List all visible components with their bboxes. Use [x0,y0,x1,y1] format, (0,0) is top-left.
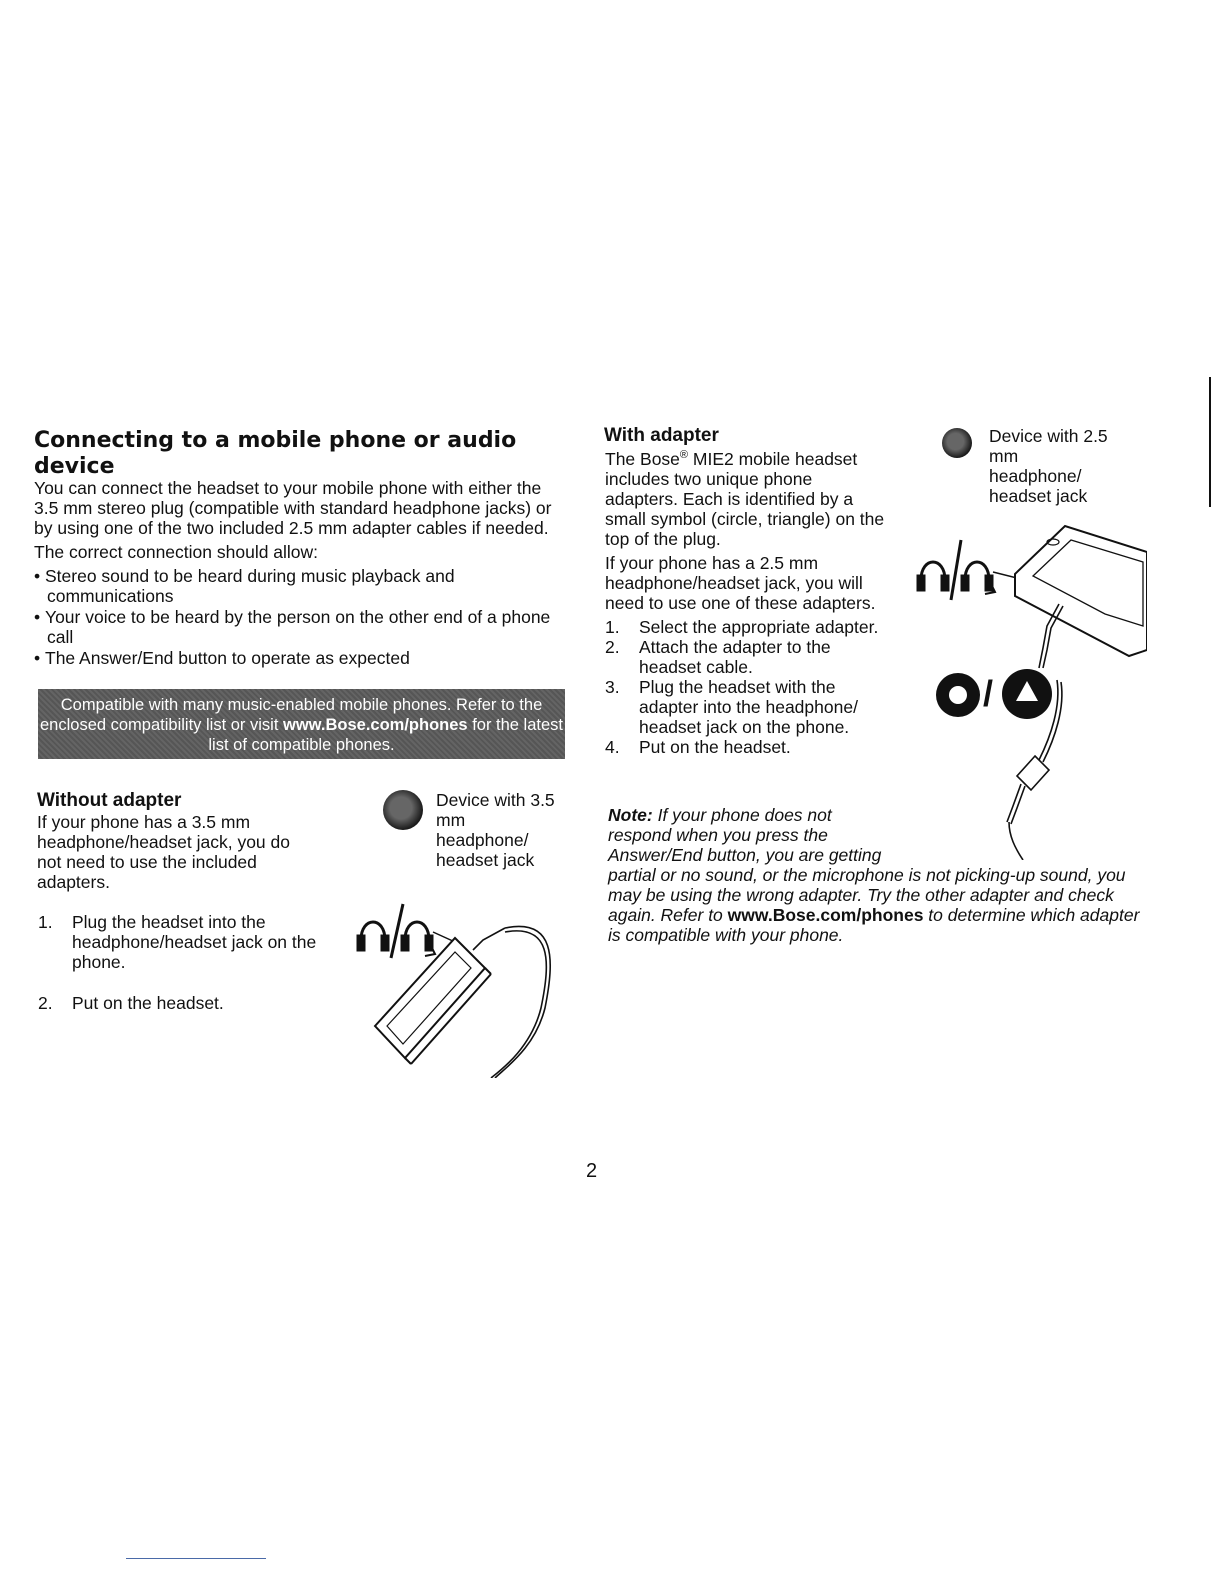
adapter-condition: If your phone has a 2.5 mm headphone/headset jack, you will need to use one of these adapters. [605,552,876,613]
allow-list [34,566,564,668]
page-title: Connecting to a mobile phone or audio device [34,428,517,479]
adapter-intro-a: The Bose [605,448,680,469]
note-link[interactable]: www.Bose.com/phones [727,905,924,925]
list-item: • Stereo sound to be heard during music playback and communications [34,566,564,606]
registered-mark: ® [679,449,689,461]
device-2-5mm-label: Device with 2.5 mm headphone/ headset jack [989,426,1108,506]
step-text: Attach the adapter to the headset cable. [639,636,831,677]
compatibility-banner [38,689,565,759]
step-number: 1. [38,912,53,932]
step-text: Plug the headset with the adapter into the headphone/ headset jack on the phone. [639,676,858,737]
edge-rule [1209,377,1211,507]
list-item: • Your voice to be heard by the person on the other end of a phone call [34,607,564,647]
step-text: Plug the headset into the headphone/headset jack on the phone. [72,912,317,972]
cable [473,926,550,1078]
intro-text: You can connect the headset to your mobile phone with either the 3.5 mm stereo plug (compatible with standard headphone jacks) or by using one of the two included 2.5 mm adapter cables if needed. [34,478,552,538]
with-adapter-steps [605,617,890,757]
note-text: If your phone does not respond when you press the Answer/End button, you are getting partial or no sound, or the microphone is not picking-up sound, you may be using the wrong adapter. Try the other adapter and check again. Refer to [608,805,1126,925]
banner-link[interactable]: www.Bose.com/phones [283,716,468,734]
step-text: Select the appropriate adapter. [639,616,879,637]
list-item [38,912,328,972]
device-3-5mm-label: Device with 3.5 mm headphone/ headset jack [436,790,555,870]
list-item [605,677,890,737]
banner-text: Compatible with many music-enabled mobile phones. Refer to the enclosed compatibility list or visit [40,696,543,734]
footer-rule [126,1558,266,1559]
adapter-intro [605,445,890,549]
intro-section [34,478,564,669]
symbol-separator: / [983,673,994,714]
device-dot-icon [942,428,972,458]
headphone-icon [358,904,435,958]
step-number: 3. [605,676,620,697]
page-number: 2 [586,1160,598,1182]
with-adapter-body [605,445,890,757]
allow-lead: The correct connection should allow: [34,542,319,562]
note-text-end: to determine which adapter is compatible with your phone. [608,905,1140,945]
device-dot-icon [383,790,423,830]
list-item: • The Answer/End button to operate as expected [34,648,564,668]
list-item [605,637,890,677]
banner-text-end: for the latest list of compatible phones. [208,716,563,754]
note-block [608,805,1148,945]
step-number: 4. [605,736,620,757]
list-item [605,737,890,757]
step-number: 1. [605,616,620,637]
without-adapter-body: If your phone has a 3.5 mm headphone/headset jack, you do not need to use the included adapters. [37,812,290,892]
note-label: Note: [608,805,653,825]
step-number: 2. [38,993,53,1013]
list-item [38,993,328,1013]
phone-body [1015,526,1147,656]
headphone-icon [918,540,995,600]
adapter-intro-b: MIE2 mobile headset includes two unique phone adapters. Each is identified by a small symbol (circle, triangle) on the top of the plug. [605,448,885,549]
without-adapter-steps [38,912,328,1013]
list-item [605,617,890,637]
step-number: 2. [605,636,620,657]
with-adapter-heading: With adapter [604,425,719,446]
circle-symbol-icon [935,672,981,718]
step-text: Put on the headset. [72,993,224,1013]
phone-3-5mm-illustration [355,898,560,1078]
without-adapter-heading: Without adapter [37,790,182,811]
step-text: Put on the headset. [639,736,791,757]
